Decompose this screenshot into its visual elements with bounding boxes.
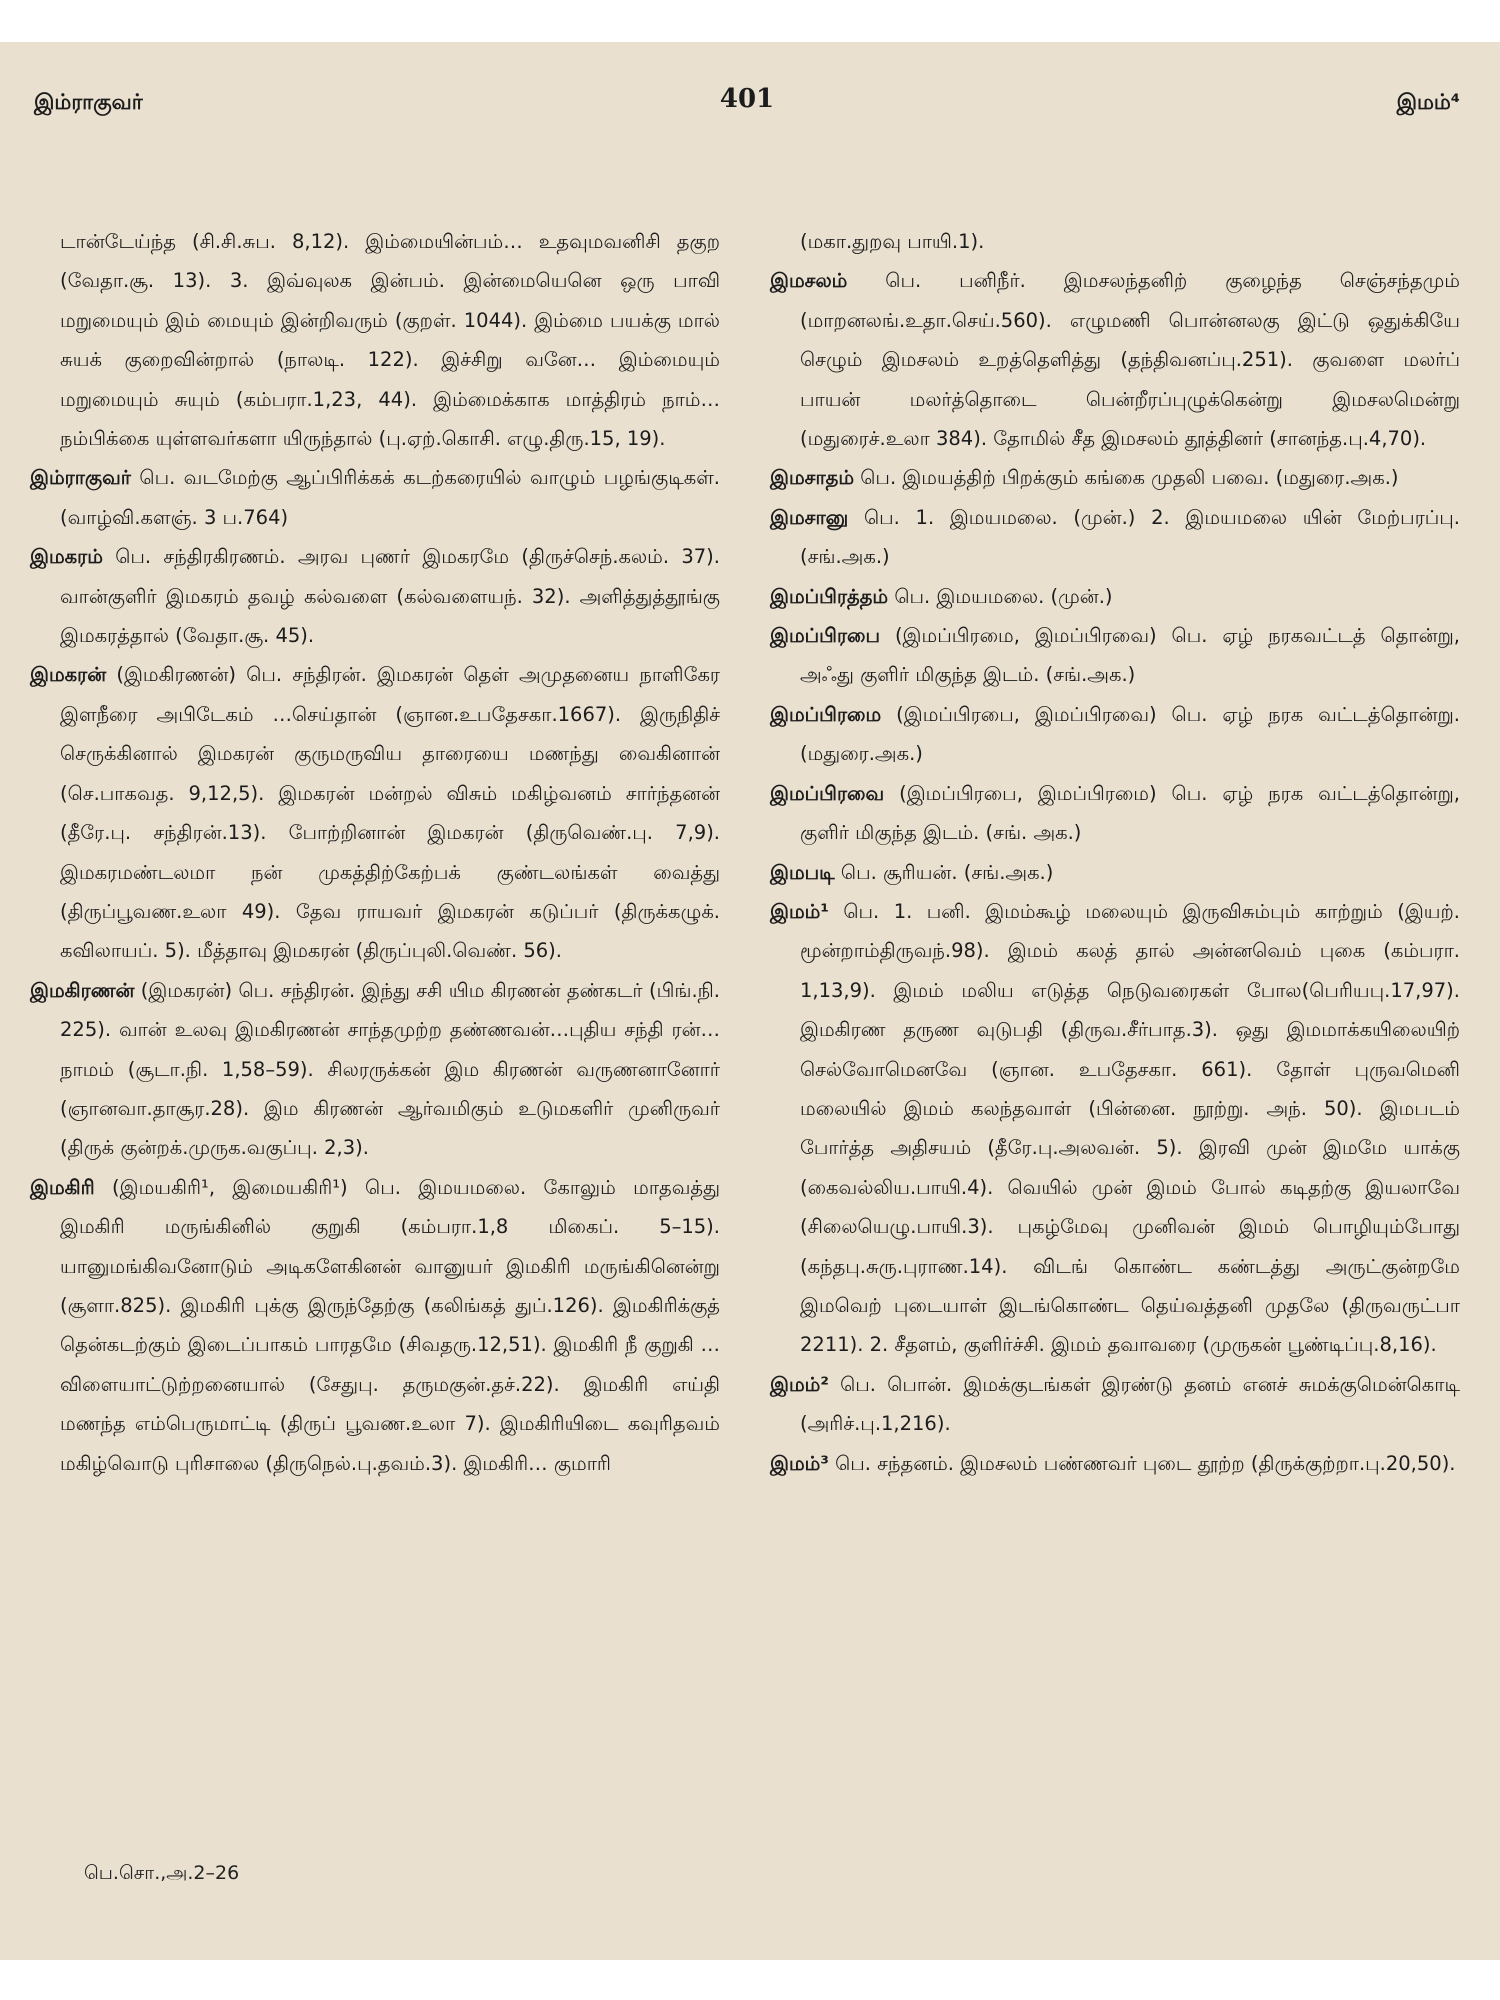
- entry-headword: இமகிரணன்: [30, 978, 135, 1002]
- entry-text: பெ. சூரியன். (சங்.அக.): [840, 860, 1054, 884]
- entry-text: (இமப்பிரபை, இமப்பிரவை) பெ. ஏழ் நரக வட்டத்தொன்று. (மதுரை.அக.): [800, 702, 1460, 766]
- entry-headword: இமபடி: [770, 860, 835, 884]
- entry-text: பெ. சந்தனம். இமசலம் பண்ணவர் புடை தூற்ற (திருக்குற்றா.பு.20,50).: [835, 1451, 1456, 1475]
- entry-text: பெ. பொன். இமக்குடங்கள் இரண்டு தனம் எனச் சுமக்குமென்கொடி (அரிச்.பு.1,216).: [800, 1372, 1460, 1436]
- right-column: [770, 222, 1460, 1483]
- entry-text: பெ. பனிநீர். இமசலந்தனிற் குழைந்த செஞ்சந்தமும் (மாறனலங்.உதா.செய்.560). எழுமணி பொன்னலகு இட்டு ஒதுக்கியே செழும் இமசலம் உறத்தெளித்து (தந்திவனப்பு.251). குவளை மலர்ப் பாயன் மலர்த்தொடை பென்றீரப்புழுக்கென்று இமசலமென்று (மதுரைச்.உலா 384). தோமில் சீத இமசலம் தூத்தினர் (சானந்த.பு.4,70).: [800, 269, 1460, 451]
- dictionary-entry: [770, 458, 1460, 497]
- entry-headword: இமகிரி: [30, 1175, 95, 1199]
- dictionary-entry: [770, 892, 1460, 1365]
- entry-headword: இமசானு: [770, 505, 849, 529]
- entry-text: (இமயகிரி¹, இமையகிரி¹) பெ. இமயமலை. கோலும் மாதவத்து இமகிரி மருங்கினில் குறுகி (கம்பரா.1,8 மிகைப். 5–15). யானுமங்கிவனோடும் அடிகளேகினன் வானுயர் இமகிரி மருங்கினென்று (சூளா.825). இமகிரி புக்கு இருந்தேற்கு (கலிங்கத் துப்.126). இமகிரிக்குத் தென்கடற்கும் இடைப்பாகம் பாரதமே (சிவதரு.12,51). இமகிரி நீ குறுகி … விளையாட்டுற்றனையால் (சேதுபு. தருமகுன்.தச்.22). இமகிரி எய்தி மணந்த எம்பெருமாட்டி (திருப் பூவண.உலா 7). இமகிரியிடை கவுரிதவம் மகிழ்வொடு புரிசாலை (திருநெல்.பு.தவம்.3). இமகிரி… குமாரி: [60, 1175, 720, 1475]
- dictionary-entry: [770, 774, 1460, 853]
- entry-text: பெ. இமயத்திற் பிறக்கும் கங்கை முதலி பவை. (மதுரை.அக.): [860, 466, 1399, 490]
- entry-headword: இமப்பிரவை: [770, 781, 885, 805]
- entry-headword: இம்ராகுவர்: [30, 466, 131, 490]
- entry-text: பெ. 1. பனி. இமம்கூழ் மலையும் இருவிசும்பும் காற்றும் (இயற். மூன்றாம்திருவந்.98). இமம் கலத் தால் அன்னவெம் புகை (கம்பரா. 1,13,9). இமம் மலிய எடுத்த நெடுவரைகள் போல(பெரியபு.17,97). இமகிரண தருண வுடுபதி (திருவ.சீர்பாத.3). ஒது இமமாக்கயிலையிற் செல்வோமெனவே (ஞான. உபதேசகா. 661). தோள் புருவமெனி மலையில் இமம் கலந்தவாள் (பின்னை. நூற்று. அந். 50). இமபடம் போர்த்த அதிசயம் (தீரே.பு.அலவன். 5). இரவி முன் இமமே யாக்கு (கைவல்லிய.பாயி.4). வெயில் முன் இமம் போல் கடிதற்கு இயலாவே (சிலையெழு.பாயி.3). புகழ்மேவு முனிவன் இமம் பொழியும்போது (கந்தபு.சுரு.புராண.14). விடங் கொண்ட கண்டத்து அருட்குன்றமே இமவெற் புடையாள் இடங்கொண்ட தெய்வத்தனி முதலே (திருவருட்பா 2211). 2. சீதளம், குளிர்ச்சி. இமம் தவாவரை (முருகன் பூண்டிப்பு.8,16).: [800, 899, 1460, 1357]
- dictionary-entry: [30, 222, 720, 458]
- entry-headword: இமகரம்: [30, 545, 103, 569]
- entry-text: (மகா.துறவு பாயி.1).: [800, 230, 985, 253]
- dictionary-entry: [770, 853, 1460, 892]
- dictionary-entry: [30, 971, 720, 1168]
- dictionary-entry: [770, 577, 1460, 616]
- entry-headword: இமப்பிரமை: [770, 702, 882, 726]
- page-footer: பெ.சொ.,அ.2–26: [84, 1862, 240, 1884]
- dictionary-entry: [770, 695, 1460, 774]
- entry-headword: இமம்³: [770, 1451, 829, 1475]
- dictionary-entry: [770, 1365, 1460, 1444]
- entry-text: (இமகரன்) பெ. சந்திரன். இந்து சசி யிம கிரணன் தண்கடர் (பிங்.நி. 225). வான் உலவு இமகிரணன் சாந்தமுற்ற தண்ணவன்…புதிய சந்தி ரன்…நாமம் (சூடா.நி. 1,58–59). சிலரருக்கன் இம கிரணன் வருணனானோர் (ஞானவா.தாசூர.28). இம கிரணன் ஆர்வமிகும் உடுமகளிர் முனிருவர் (திருக் குன்றக்.முருக.வகுப்பு. 2,3).: [60, 978, 720, 1160]
- entry-headword: இமம்²: [770, 1372, 829, 1396]
- dictionary-entry: [30, 458, 720, 537]
- entry-headword: இமசலம்: [770, 269, 848, 293]
- entry-text: பெ. வடமேற்கு ஆப்பிரிக்கக் கடற்கரையில் வாழும் பழங்குடிகள். (வாழ்வி.களஞ். 3 ப.764): [60, 466, 721, 529]
- dictionary-entry: [770, 222, 1460, 261]
- running-head: [34, 84, 1460, 124]
- page-number: 401: [719, 84, 775, 114]
- entry-headword: இமகரன்: [30, 663, 107, 687]
- entry-text: பெ. சந்திரகிரணம். அரவ புணர் இமகரமே (திருச்செந்.கலம். 37). வான்குளிர் இமகரம் தவழ் கல்வளை (கல்வளையந். 32). அளித்துத்தூங்கு இமகரத்தால் (வேதா.சூ. 45).: [60, 545, 720, 648]
- entry-text: (இமப்பிரபை, இமப்பிரமை) பெ. ஏழ் நரக வட்டத்தொன்று, குளிர் மிகுந்த இடம். (சங். அக.): [800, 781, 1461, 845]
- entry-text: டான்டேய்ந்த (சி.சி.சுப. 8,12). இம்மையின்பம்… உதவுமவனிசி தகுற (வேதா.சூ. 13). 3. இவ்வுலக இன்பம். இன்மையெனெ ஒரு பாவி மறுமையும் இம் மையும் இன்றிவரும் (குறள். 1044). இம்மை பயக்கு மால் சுயக் குறைவின்றால் (நாலடி. 122). இச்சிறு வனே… இம்மையும் மறுமையும் சுயும் (கம்பரா.1,23, 44). இம்மைக்காக மாத்திரம் நாம்…நம்பிக்கை யுள்ளவர்களா யிருந்தால் (பு.ஏற்.கொசி. எழு.திரு.15, 19).: [60, 230, 720, 451]
- dictionary-entry: [770, 498, 1460, 577]
- entry-text: (இமகிரணன்) பெ. சந்திரன். இமகரன் தெள் அமுதனைய நாளிகேர இளநீரை அபிடேகம் …செய்தான் (ஞான.உபதேசகா.1667). இருநிதிச் செருக்கினால் இமகரன் குருமருவிய தாரையை மணந்து வைகினான் (செ.பாகவத. 9,12,5). இமகரன் மன்றல் விசும் மகிழ்வனம் சார்ந்தனன் (தீரே.பு. சந்திரன்.13). போற்றினான் இமகரன் (திருவெண்.பு. 7,9). இமகரமண்டலமா நன் முகத்திற்கேற்பக் குண்டலங்கள் வைத்து (திருப்பூவண.உலா 49). தேவ ராயவர் இமகரன் கடுப்பர் (திருக்கழுக். கவிலாயப். 5). மீத்தாவு இமகரன் (திருப்புலி.வெண். 56).: [60, 663, 720, 963]
- entry-text: பெ. 1. இமயமலை. (முன்.) 2. இமயமலை யின் மேற்பரப்பு. (சங்.அக.): [800, 505, 1460, 569]
- dictionary-entry: [30, 1168, 720, 1483]
- entry-text: பெ. இமயமலை. (முன்.): [894, 584, 1113, 608]
- entry-headword: இமப்பிரபை: [770, 624, 880, 648]
- dictionary-entry: [30, 655, 720, 970]
- dictionary-entry: [770, 1444, 1460, 1483]
- dictionary-entry: [30, 537, 720, 655]
- dictionary-entry: [770, 261, 1460, 458]
- entry-text: (இமப்பிரமை, இமப்பிரவை) பெ. ஏழ் நரகவட்டத் தொன்று, அஃது குளிர் மிகுந்த இடம். (சங்.அக.): [800, 624, 1460, 687]
- running-head-left: இம்ராகுவர்: [34, 90, 143, 114]
- entry-headword: இமசாதம்: [770, 466, 855, 490]
- entry-headword: இமப்பிரத்தம்: [770, 584, 889, 608]
- running-head-right: இமம்⁴: [1396, 90, 1460, 114]
- dictionary-entry: [770, 616, 1460, 695]
- entry-headword: இமம்¹: [770, 899, 829, 923]
- left-column: [30, 222, 720, 1483]
